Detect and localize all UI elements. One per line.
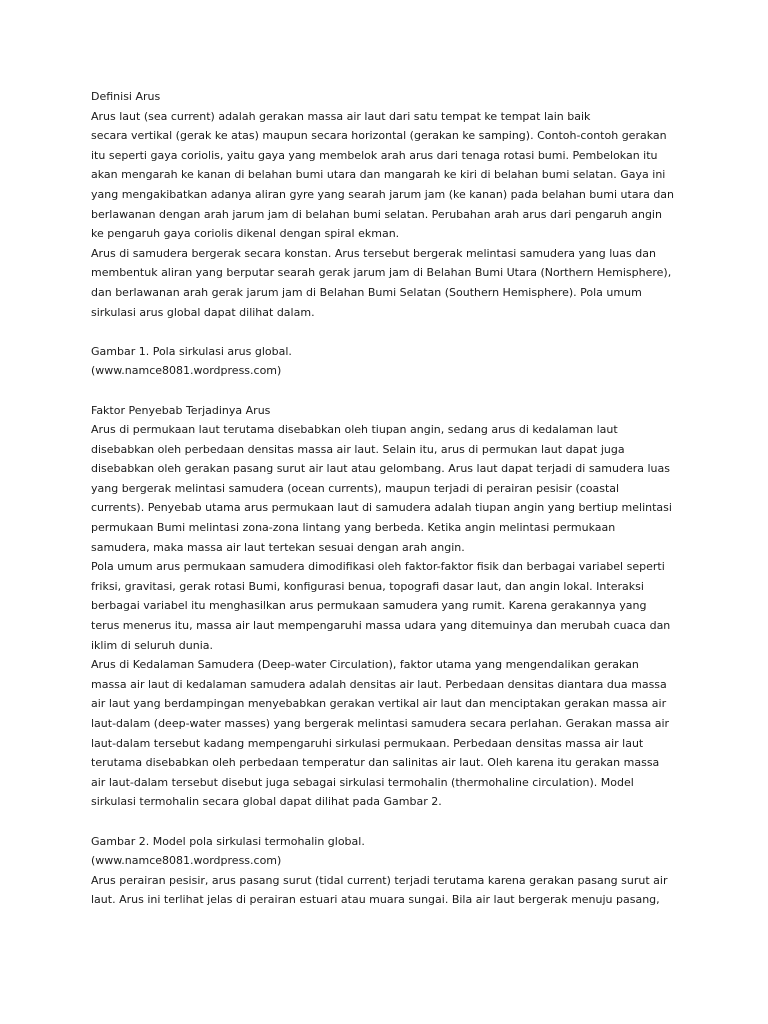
text-line: secara vertikal (gerak ke atas) maupun secara horizontal (gerakan ke samping). Contoh-contoh gerakan [91, 129, 667, 143]
paragraph-gap [91, 322, 691, 342]
text-line: membentuk aliran yang berputar searah gerak jarum jam di Belahan Bumi Utara (Northern Hemisphere), [91, 266, 672, 280]
text-line: berlawanan dengan arah jarum jam di belahan bumi selatan. Perubahan arah arus dari pengaruh angin [91, 207, 662, 221]
text-line: Arus di samudera bergerak secara konstan. Arus tersebut bergerak melintasi samudera yang luas dan [91, 246, 656, 260]
paragraph-gap [91, 381, 691, 401]
text-line: terus menerus itu, massa air laut mempengaruhi massa udara yang ditemuinya dan merubah cuaca dan [91, 619, 671, 633]
text-line: massa air laut di kedalaman samudera adalah densitas air laut. Perbedaan densitas diantara dua massa [91, 677, 667, 691]
text-line: yang mengakibatkan adanya aliran gyre yang searah jarum jam (ke kanan) pada belahan bumi utara dan [91, 187, 675, 201]
text-line: berbagai variabel itu menghasilkan arus permukaan samudera yang rumit. Karena gerakannya yang [91, 599, 647, 613]
document-page [91, 87, 691, 910]
text-line: akan mengarah ke kanan di belahan bumi utara dan mangarah ke kiri di belahan bumi selatan. Gaya ini [91, 168, 666, 182]
paragraph-faktor-penyebab [91, 401, 691, 812]
text-line: Pola umum arus permukaan samudera dimodifikasi oleh faktor-faktor fisik dan berbagai variabel seperti [91, 560, 665, 574]
text-line: disebabkan oleh gerakan pasang surut air laut atau gelombang. Arus laut dapat terjadi di samudera luas [91, 462, 670, 476]
section-heading-faktor-penyebab: Faktor Penyebab Terjadinya Arus [91, 403, 271, 417]
text-line: air laut yang berdampingan menyebabkan gerakan vertikal air laut dan menciptakan gerakan massa air [91, 697, 667, 711]
figure-caption-gambar-2 [91, 832, 691, 910]
text-line: Arus perairan pesisir, arus pasang surut (tidal current) terjadi terutama karena gerakan pasang surut air [91, 873, 668, 887]
caption-title: Gambar 2. Model pola sirkulasi termohalin global. [91, 834, 365, 848]
text-line: disebabkan oleh perbedaan densitas massa air laut. Selain itu, arus di permukan laut dapat juga [91, 442, 625, 456]
caption-source: (www.namce8081.wordpress.com) [91, 854, 282, 868]
text-line: sirkulasi termohalin secara global dapat dilihat pada Gambar 2. [91, 795, 442, 809]
text-line: laut-dalam tersebut kadang mempengaruhi sirkulasi permukaan. Perbedaan densitas massa air laut [91, 736, 644, 750]
text-line: laut. Arus ini terlihat jelas di perairan estuari atau muara sungai. Bila air laut bergerak menuju pasang, [91, 893, 660, 907]
caption-source: (www.namce8081.wordpress.com) [91, 364, 282, 378]
text-line: itu seperti gaya coriolis, yaitu gaya yang membelok arah arus dari tenaga rotasi bumi. Pembelokan itu [91, 148, 658, 162]
text-line: laut-dalam (deep-water masses) yang bergerak melintasi samudera secara perlahan. Gerakan massa air [91, 717, 670, 730]
text-line: permukaan Bumi melintasi zona-zona lintang yang berbeda. Ketika angin melintasi permukaan [91, 521, 616, 535]
text-line: dan berlawanan arah gerak jarum jam di Belahan Bumi Selatan (Southern Hemisphere). Pola umum [91, 285, 642, 299]
paragraph-definisi-arus [91, 87, 691, 322]
text-line: samudera, maka massa air laut tertekan sesuai dengan arah angin. [91, 540, 465, 554]
text-line: Arus laut (sea current) adalah gerakan massa air laut dari satu tempat ke tempat lain baik [91, 109, 591, 123]
text-line: Arus di permukaan laut terutama disebabkan oleh tiupan angin, sedang arus di kedalaman laut [91, 423, 618, 437]
text-line: Arus di Kedalaman Samudera (Deep-water Circulation), faktor utama yang mengendalikan gerakan [91, 658, 639, 672]
text-line: air laut-dalam tersebut disebut juga sebagai sirkulasi termohalin (thermohaline circulation). Model [91, 775, 634, 789]
caption-title: Gambar 1. Pola sirkulasi arus global. [91, 344, 292, 358]
text-line: terutama disebabkan oleh perbedaan temperatur dan salinitas air laut. Oleh karena itu gerakan massa [91, 756, 660, 770]
text-line: iklim di seluruh dunia. [91, 638, 213, 652]
text-line: yang bergerak melintasi samudera (ocean currents), maupun terjadi di perairan pesisir (coastal [91, 481, 620, 495]
text-line: sirkulasi arus global dapat dilihat dalam. [91, 305, 315, 319]
figure-caption-gambar-1 [91, 342, 691, 381]
section-heading-definisi-arus: Definisi Arus [91, 90, 161, 103]
text-line: currents). Penyebab utama arus permukaan laut di samudera adalah tiupan angin yang bertiup melintasi [91, 501, 672, 515]
text-line: friksi, gravitasi, gerak rotasi Bumi, konfigurasi benua, topografi dasar laut, dan angin lokal. Interaksi [91, 579, 644, 593]
paragraph-gap [91, 812, 691, 832]
text-line: ke pengaruh gaya coriolis dikenal dengan spiral ekman. [91, 227, 400, 241]
